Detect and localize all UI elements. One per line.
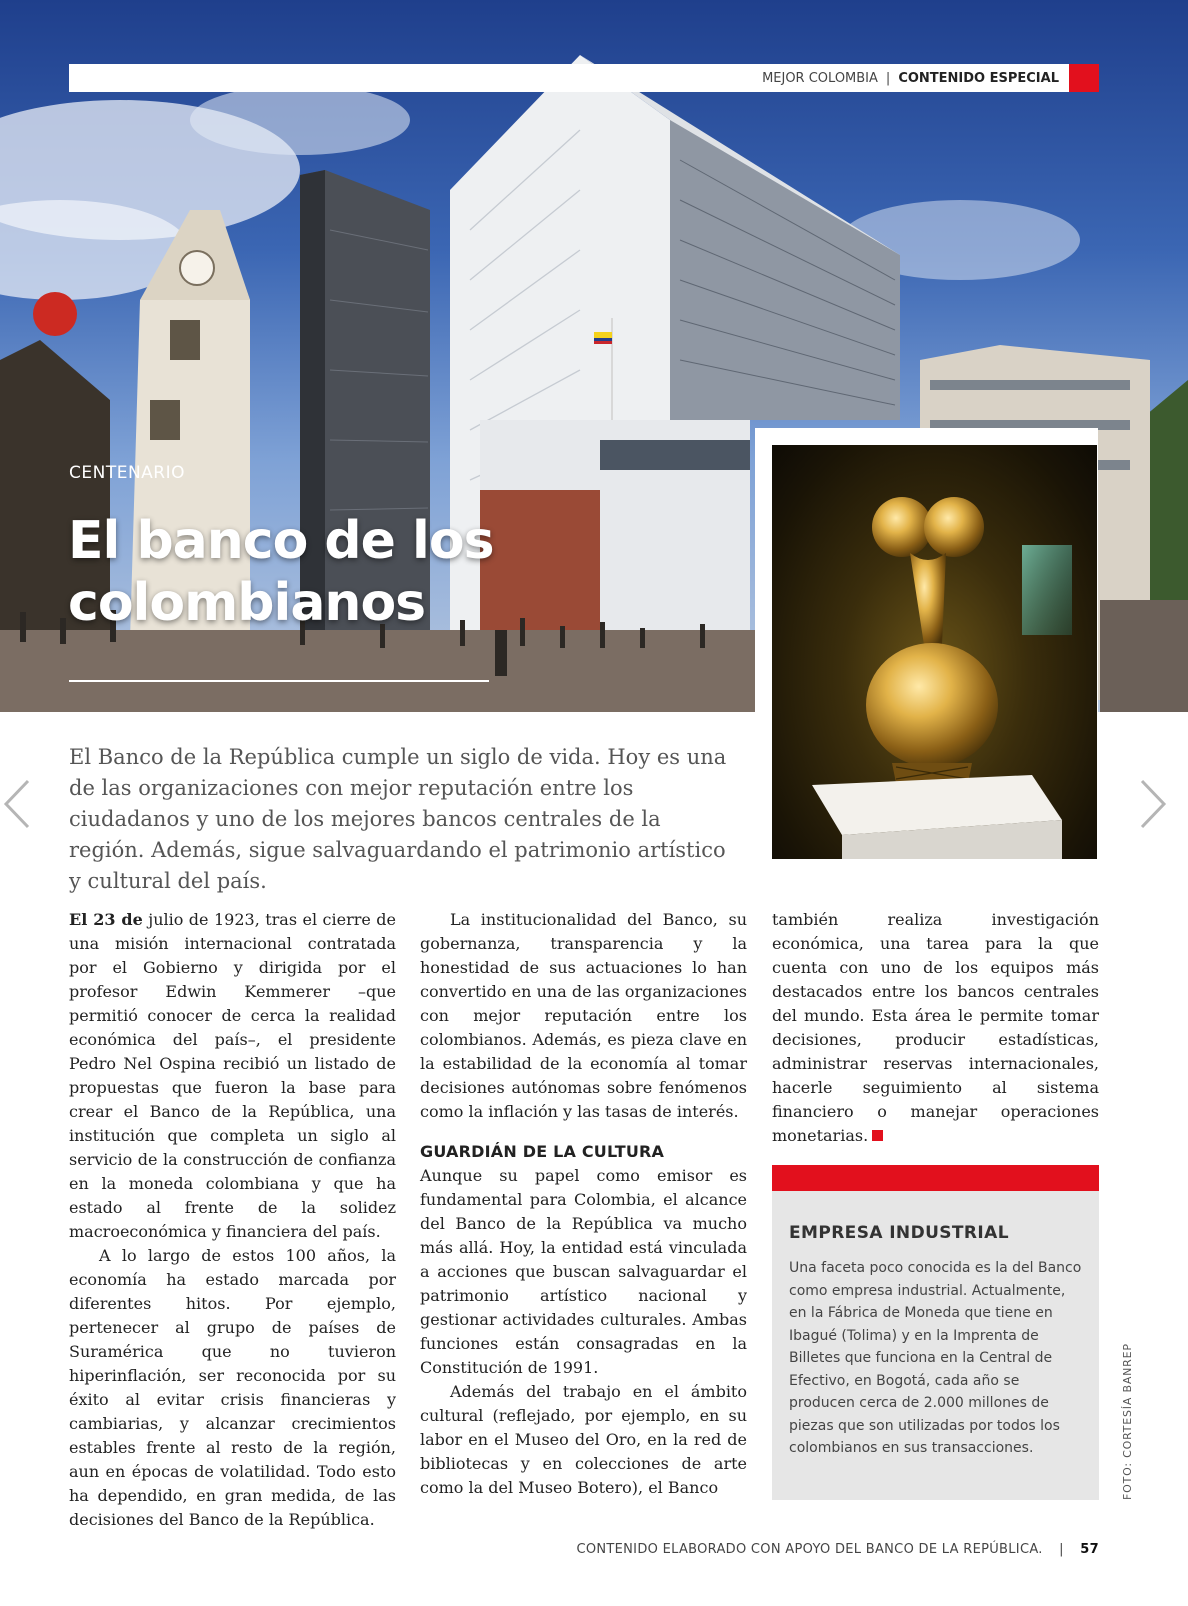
body-paragraph xyxy=(69,908,396,1244)
sidebar-text: Una faceta poco conocida es la del Banco como empresa industrial. Actualmente, en la Fábrica de Moneda que tiene en Ibagué (Tolima) y en la Imprenta de Billetes que funciona en la Central de Efectivo, en Bogotá, cada año se producen cerca de 2.000 millones de piezas que son utilizadas por todos los colombianos en sus transacciones. xyxy=(789,1260,1082,1456)
header-separator: | xyxy=(885,70,891,86)
previous-page-button[interactable] xyxy=(0,776,34,832)
page-footer xyxy=(0,1542,1099,1557)
sidebar-title: EMPRESA INDUSTRIAL xyxy=(789,1223,1009,1243)
footer-separator: | xyxy=(1059,1542,1064,1557)
page-number: 57 xyxy=(1080,1542,1099,1557)
section-label: CONTENIDO ESPECIAL xyxy=(898,70,1059,86)
poporo-illustration xyxy=(772,445,1097,859)
body-column-3 xyxy=(772,908,1099,1148)
paragraph-text: también realiza investigación económica, una tarea para la que cuenta con uno de los equipos más destacados entre los bancos centrales del mundo. Esta área le permite tomar decisiones, producir estadísticas, administrar reservas internacionales, hacerle seguimiento al sistema financiero o manejar operaciones monetarias. xyxy=(772,910,1099,1145)
end-of-article-mark xyxy=(872,1130,883,1141)
body-paragraph: Además del trabajo en el ámbito cultural (reflejado, por ejemplo, en su labor en el Museo del Oro, en la red de bibliotecas y en colecciones de arte como la del Museo Botero), el Banco xyxy=(420,1382,747,1497)
kicker: CENTENARIO xyxy=(69,463,186,483)
section-name: MEJOR COLOMBIA xyxy=(762,70,878,86)
gold-artifact-photo xyxy=(772,445,1097,859)
sidebar-accent-bar xyxy=(772,1165,1099,1191)
footer-note: CONTENIDO ELABORADO CON APOYO DEL BANCO DE LA REPÚBLICA. xyxy=(576,1542,1043,1557)
section-subhead: GUARDIÁN DE LA CULTURA xyxy=(420,1142,665,1161)
photo-credit: FOTO: CORTESÍA BANREP xyxy=(1121,1343,1134,1500)
drop-lead-in: El 23 de xyxy=(69,910,143,929)
body-paragraph: La institucionalidad del Banco, su gobernanza, transparencia y la honestidad de sus actuaciones lo han convertido en una de las organizaciones con mejor reputación entre los colombianos. Además, es pieza clave en la estabilidad de la economía al tomar decisiones autónomas sobre fenómenos como la inflación y las tasas de interés. xyxy=(420,910,747,1121)
body-column-1 xyxy=(69,908,396,1532)
next-page-button[interactable] xyxy=(1136,776,1170,832)
section-header xyxy=(69,64,1099,92)
paragraph-text: julio de 1923, tras el cierre de una misión internacional contratada por el Gobierno y dirigida por el profesor Edwin Kemmerer –que permitió conocer de cerca la realidad económica del país–, el presidente Pedro Nel Ospina recibió un listado de propuestas que fueron la base para crear el Banco de la República, una institución que completa un siglo al servicio de la construcción de confianza en la moneda colombiana y que ha estado al frente de la solidez macroeconómica y financiera del país. xyxy=(69,910,397,1241)
title-underline xyxy=(69,680,489,682)
body-paragraph: Aunque su papel como emisor es fundamental para Colombia, el alcance del Banco de la República va mucho más allá. Hoy, la entidad está vinculada a acciones que buscan salvaguardar el patrimonio artístico nacional y gestionar actividades culturales. Ambas funciones están consagradas en la Constitución de 1991. xyxy=(420,1166,747,1377)
inset-photo-frame xyxy=(755,428,1098,862)
red-tab xyxy=(1069,64,1099,92)
body-paragraph: A lo largo de estos 100 años, la economía ha estado marcada por diferentes hitos. Por ejemplo, pertenecer al grupo de países de Suramérica que no tuvieron hiperinflación, ser reconocida por su éxito al evitar crisis financieras y cambiarias, y alcanzar crecimientos estables frente al resto de la región, aun en épocas de volatilidad. Todo esto ha dependido, en gran medida, de las decisiones del Banco de la República. xyxy=(69,1246,396,1529)
body-column-2 xyxy=(420,908,747,1500)
chevron-right-icon xyxy=(1138,778,1168,830)
chevron-left-icon xyxy=(2,778,32,830)
sidebar-box xyxy=(772,1165,1099,1500)
body-paragraph xyxy=(772,908,1099,1148)
lead-paragraph: El Banco de la República cumple un siglo de vida. Hoy es una de las organizaciones con mejor reputación entre los ciudadanos y uno de los mejores bancos centrales de la región. Además, sigue salvaguardando el patrimonio artístico y cultural del país. xyxy=(69,745,727,893)
page-title: El banco de los colombianos xyxy=(68,511,494,633)
